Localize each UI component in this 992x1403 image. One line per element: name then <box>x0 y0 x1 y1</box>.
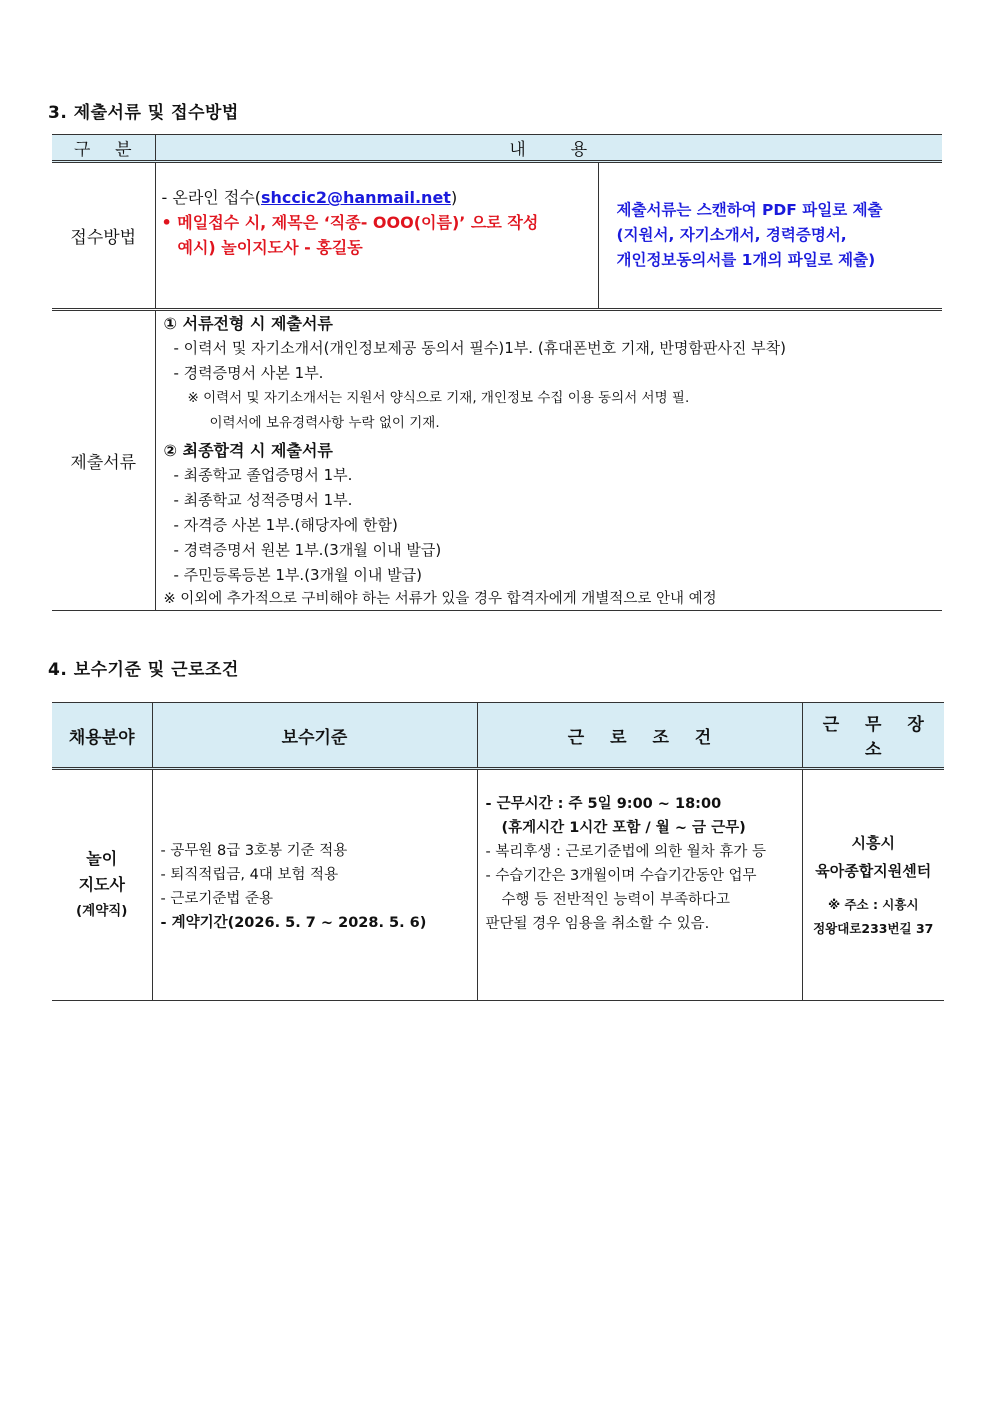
mail-subject-note: • 메일접수 시, 제목은 ‘직종- OOO(이름)’ 으로 작성 <box>161 213 539 232</box>
contract-period: - 계약기간(2026. 5. 7 ~ 2028. 5. 6) <box>160 915 427 931</box>
group1-title: ① 서류전형 시 제출서류 <box>163 314 333 333</box>
pay-table-header <box>52 703 944 769</box>
place-cell <box>802 769 944 1001</box>
mail-subject-example: 예시) 놀이지도사 - 홍길동 <box>177 238 363 257</box>
place-address: ※ 주소 : 시흥시 <box>827 897 919 912</box>
method-label: 접수방법 <box>52 162 155 310</box>
additional-docs-note: ※ 이외에 추가적으로 구비해야 하는 서류가 있을 경우 합격자에게 개별적으로 안내 예정 <box>163 591 717 607</box>
list-item: - 공무원 8급 3호봉 기준 적용 <box>160 843 348 859</box>
probation-cont2: 판단될 경우 임용을 취소할 수 있음. <box>485 916 710 932</box>
section3-title: 3. 제출서류 및 접수방법 <box>48 103 239 123</box>
required-docs-row <box>52 310 942 611</box>
group2-title: ② 최종합격 시 제출서류 <box>163 441 333 460</box>
section4-title: 4. 보수기준 및 근로조건 <box>48 660 239 680</box>
work-cell <box>477 769 802 1001</box>
email-link[interactable]: shccic2@hanmail.net <box>260 188 451 207</box>
welfare: - 복리후생 : 근로기준법에 의한 월차 휴가 등 <box>485 844 766 860</box>
method-detail <box>155 162 598 310</box>
place-center: 육아종합지원센터 <box>815 862 932 880</box>
field-cell: 놀이 지도사 (계약직) <box>52 769 152 1001</box>
probation-cont: 수행 등 전반적인 능력이 부족하다고 <box>501 892 731 908</box>
list-item: - 경력증명서 사본 1부. <box>173 364 324 382</box>
submission-table <box>52 134 942 611</box>
work-hours: - 근무시간 : 주 5일 9:00 ~ 18:00 <box>485 796 722 812</box>
list-item: - 이력서 및 자기소개서(개인정보제공 동의서 필수)1부. (휴대폰번호 기재, 반명함판사진 부착) <box>173 339 786 357</box>
pay-cell <box>152 769 477 1001</box>
place-city: 시흥시 <box>851 834 895 852</box>
header-pay: 보수기준 <box>152 703 477 769</box>
header-content: 내 용 <box>155 135 942 162</box>
header-field: 채용분야 <box>52 703 152 769</box>
header-category: 구 분 <box>52 135 155 162</box>
header-place: 근 무 장 소 <box>802 703 944 769</box>
list-item: - 최종학교 졸업증명서 1부. <box>173 466 353 484</box>
list-item: - 근로기준법 준용 <box>160 891 273 907</box>
submission-table-header <box>52 135 942 162</box>
group1-note-cont: 이력서에 보유경력사항 누락 없이 기재. <box>209 415 440 431</box>
pay-table-row <box>52 769 944 1001</box>
work-hours-detail: (휴게시간 1시간 포함 / 월 ~ 금 근무) <box>501 820 746 836</box>
list-item: - 경력증명서 원본 1부.(3개월 이내 발급) <box>173 541 442 559</box>
place-address-cont: 정왕대로233번길 37 <box>813 921 934 936</box>
header-work: 근 로 조 건 <box>477 703 802 769</box>
pay-conditions-table <box>52 702 944 1001</box>
docs-detail <box>155 310 942 611</box>
list-item: - 최종학교 성적증명서 1부. <box>173 491 353 509</box>
list-item: - 주민등록등본 1부.(3개월 이내 발급) <box>173 566 422 584</box>
online-submission: - 온라인 접수(shccic2@hanmail.net) <box>161 188 458 207</box>
group1-note: ※ 이력서 및 자기소개서는 지원서 양식으로 기재, 개인정보 수집 이용 동의서 서명 필. <box>187 390 690 406</box>
probation: - 수습기간은 3개월이며 수습기간동안 업무 <box>485 868 757 884</box>
scan-pdf-note: 제출서류는 스캔하여 PDF 파일로 제출 (지원서, 자기소개서, 경력증명서, 개인정보동의서를 1개의 파일로 제출) <box>598 162 942 310</box>
docs-label: 제출서류 <box>52 310 155 611</box>
list-item: - 자격증 사본 1부.(해당자에 한함) <box>173 516 398 534</box>
submission-method-row <box>52 162 942 310</box>
list-item: - 퇴직적립금, 4대 보험 적용 <box>160 867 339 883</box>
